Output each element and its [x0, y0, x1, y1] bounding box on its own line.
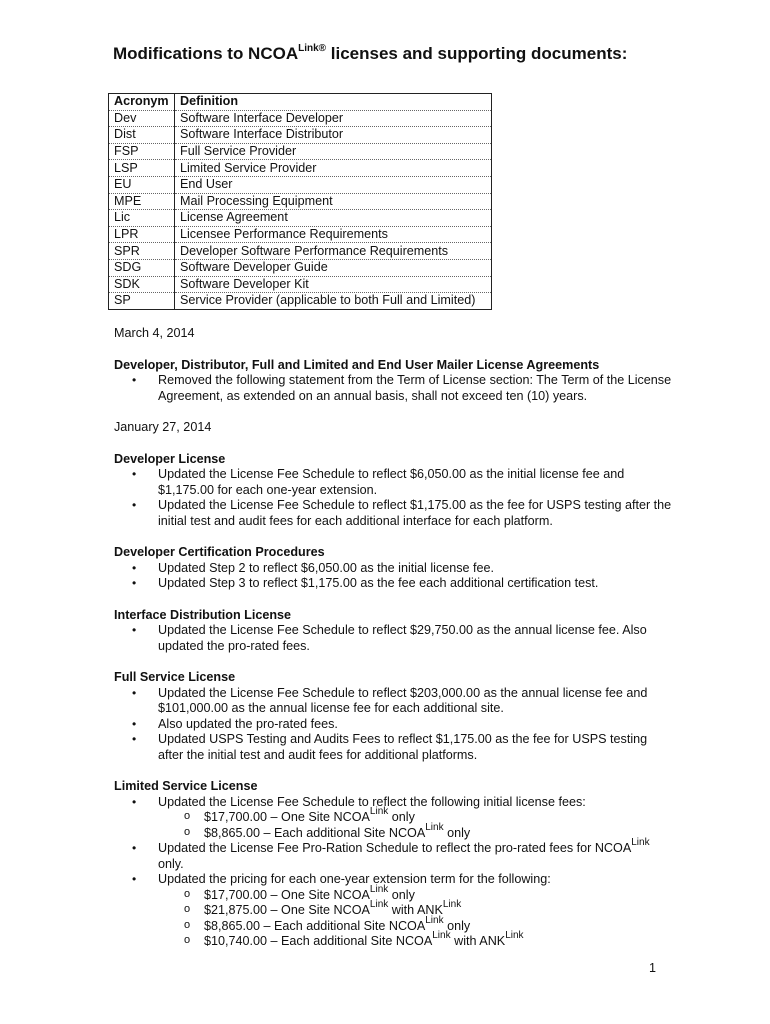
sub-list-item — [158, 899, 674, 919]
list-item: • Removed the following statement from the Term of License section: The Term of the License Agreement, as extended on an annual basis, shall not exceed ten (10) years. — [114, 373, 674, 404]
section-full-service-license — [114, 670, 674, 763]
table-row — [109, 210, 492, 227]
table-row — [109, 226, 492, 243]
table-row — [109, 259, 492, 276]
link-sup: Link — [631, 837, 650, 848]
list-item-suffix: only. — [158, 856, 184, 871]
list-item: • Updated Step 3 to reflect $1,175.00 as the fee each additional certification test. — [114, 576, 674, 592]
acronym-cell: LSP — [109, 160, 175, 177]
title-sup: Link® — [298, 43, 327, 54]
definition-cell: Software Developer Guide — [175, 259, 492, 276]
link-sup: Link — [369, 899, 389, 910]
table-row — [109, 193, 492, 210]
acronym-table — [108, 93, 492, 310]
fee-text: $8,865.00 – Each additional Site NCOA — [204, 825, 426, 840]
acronym-cell: SDG — [109, 259, 175, 276]
fee-suffix: only — [388, 887, 415, 902]
definition-cell: Licensee Performance Requirements — [175, 226, 492, 243]
definition-cell: End User — [175, 176, 492, 193]
fee-text: $17,700.00 – One Site NCOA — [204, 810, 370, 824]
table-row — [109, 110, 492, 127]
section-heading: Developer Certification Procedures — [114, 545, 325, 559]
table-row — [109, 143, 492, 160]
list-item-text: Updated the pricing for each one-year extension term for the following: — [158, 872, 551, 886]
acronym-cell: FSP — [109, 143, 175, 160]
link-sup: Link — [442, 899, 462, 910]
acronym-cell: SP — [109, 293, 175, 310]
bullet-list — [114, 623, 674, 654]
sub-list-item — [158, 883, 674, 904]
list-item — [114, 837, 674, 872]
link-sup: Link — [369, 806, 389, 817]
definition-cell: License Agreement — [175, 210, 492, 227]
date-march-2014: March 4, 2014 — [114, 326, 195, 340]
acronym-cell: SDK — [109, 276, 175, 293]
table-row — [109, 176, 492, 193]
header-acronym: Acronym — [109, 94, 175, 111]
definition-cell: Software Interface Distributor — [175, 127, 492, 144]
list-item — [114, 795, 674, 842]
section-heading: Full Service License — [114, 670, 236, 684]
fee-suffix: only — [443, 918, 471, 933]
header-definition: Definition — [175, 94, 492, 111]
link-sup: Link — [425, 821, 444, 833]
definition-cell: Developer Software Performance Requirements — [175, 243, 492, 260]
section-limited-service-license — [114, 779, 674, 950]
sub-list — [158, 806, 674, 841]
fee-suffix: only — [443, 825, 471, 840]
fee-suffix: with ANK — [450, 934, 506, 948]
section-heading: Interface Distribution License — [114, 607, 292, 622]
definition-cell: Full Service Provider — [175, 143, 492, 160]
definition-cell: Software Developer Kit — [175, 276, 492, 293]
list-item: • Updated the License Fee Schedule to reflect $203,000.00 as the annual license fee and $101,000.00 as the annual license fee for each additional site. — [114, 686, 674, 717]
acronym-cell: LPR — [109, 226, 175, 243]
section-heading: Developer, Distributor, Full and Limited and End User Mailer License Agreements — [114, 357, 600, 372]
link-sup: Link — [505, 930, 524, 941]
section-certification-procedures — [114, 545, 674, 592]
modifications-body — [114, 326, 674, 966]
bullet-list — [114, 561, 674, 592]
title-pre: Modifications to NCOA — [113, 44, 299, 63]
sub-list-item — [158, 821, 674, 842]
link-sup: Link — [369, 883, 389, 895]
section-heading: Developer License — [114, 451, 226, 466]
title-post: licenses and supporting documents: — [326, 44, 628, 63]
table-row — [109, 293, 492, 310]
acronym-cell: Lic — [109, 210, 175, 227]
sub-list — [158, 883, 674, 950]
section-interface-distribution — [114, 608, 674, 655]
fee-suffix: only — [388, 810, 415, 824]
acronym-cell: MPE — [109, 193, 175, 210]
fee-text: $21,875.00 – One Site NCOA — [204, 903, 370, 917]
bullet-list — [114, 795, 674, 950]
list-item-text: Updated the License Fee Schedule to reflect the following initial license fees: — [158, 794, 586, 809]
table-row — [109, 276, 492, 293]
list-item: • Updated the License Fee Schedule to reflect $6,050.00 as the initial license fee and $1,175.00 for each one-year extension. — [114, 467, 674, 498]
section-heading: Limited Service License — [114, 779, 258, 793]
acronym-cell: SPR — [109, 243, 175, 260]
link-sup: Link — [432, 930, 451, 941]
page-title — [113, 44, 627, 64]
table-row — [109, 160, 492, 177]
list-item-text: Updated the License Fee Pro-Ration Schedule to reflect the pro-rated fees for NCOA — [158, 841, 632, 855]
list-item: • Also updated the pro-rated fees. — [114, 717, 674, 733]
list-item: • Updated the License Fee Schedule to reflect $29,750.00 as the annual license fee. Also updated the pro-rated fees. — [114, 623, 674, 654]
acronym-cell: EU — [109, 176, 175, 193]
list-item: • Updated Step 2 to reflect $6,050.00 as the initial license fee. — [114, 561, 674, 577]
date-january-2014: January 27, 2014 — [114, 420, 212, 434]
list-item: • Updated the License Fee Schedule to reflect $1,175.00 as the fee for USPS testing after the initial test and audit fees for each additional interface for each platform. — [114, 498, 674, 529]
bullet-list — [114, 373, 674, 404]
fee-text: $10,740.00 – Each additional Site NCOA — [204, 934, 433, 948]
fee-suffix: with ANK — [388, 903, 443, 917]
list-item — [114, 872, 674, 950]
sub-list-item — [158, 914, 674, 935]
fee-text: $17,700.00 – One Site NCOA — [204, 887, 370, 902]
definition-cell: Mail Processing Equipment — [175, 193, 492, 210]
acronym-cell: Dist — [109, 127, 175, 144]
fee-text: $8,865.00 – Each additional Site NCOA — [204, 918, 426, 933]
table-row — [109, 127, 492, 144]
section-developer-license — [114, 452, 674, 530]
page-number: 1 — [649, 961, 657, 975]
definition-cell: Limited Service Provider — [175, 160, 492, 177]
bullet-list — [114, 467, 674, 529]
section-license-agreements — [114, 358, 674, 405]
link-sup: Link — [425, 914, 444, 926]
sub-list-item — [158, 930, 674, 950]
sub-list-item — [158, 806, 674, 826]
list-item: • Updated USPS Testing and Audits Fees to reflect $1,175.00 as the fee for USPS testing after the initial test and audit fees for additional platforms. — [114, 732, 674, 763]
bullet-list — [114, 686, 674, 764]
table-row — [109, 243, 492, 260]
definition-cell: Software Interface Developer — [175, 110, 492, 127]
acronym-cell: Dev — [109, 110, 175, 127]
definition-cell: Service Provider (applicable to both Full and Limited) — [175, 293, 492, 310]
